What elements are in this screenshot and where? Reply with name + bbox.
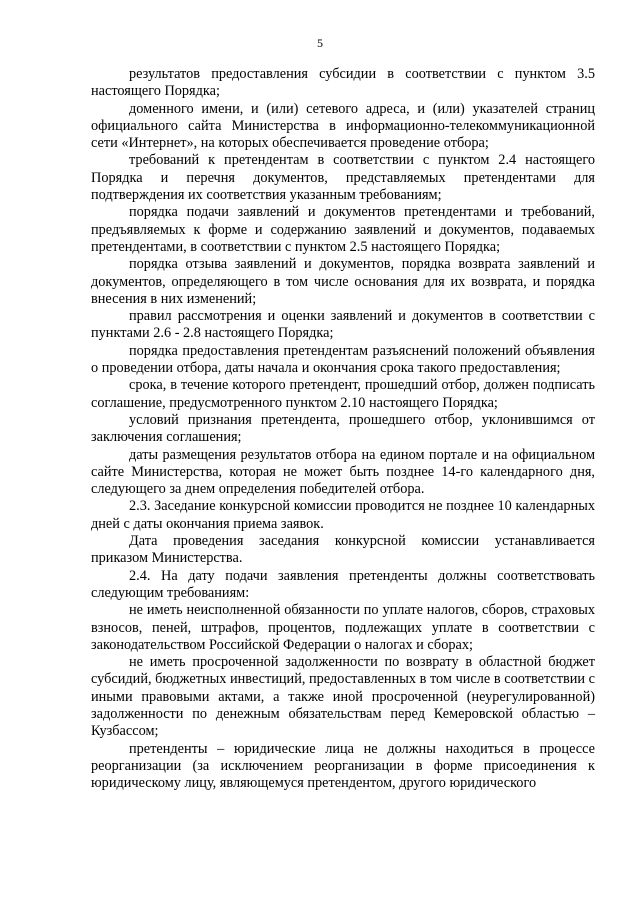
paragraph: условий признания претендента, прошедшего отбор, уклонившимся от заключения соглашения; [91,411,595,446]
document-body [91,66,595,792]
page-number: 5 [317,36,323,50]
paragraph: не иметь неисполненной обязанности по уплате налогов, сборов, страховых взносов, пеней, штрафов, процентов, подлежащих уплате в соответствии с законодательством Российской Федерации о налогах и сборах; [91,602,595,653]
paragraph: 2.4. На дату подачи заявления претенденты должны соответствовать следующим требованиям: [91,567,595,601]
paragraph: результатов предоставления субсидии в соответствии с пунктом 3.5 настоящего Порядка; [91,66,595,100]
paragraph: срока, в течение которого претендент, прошедший отбор, должен подписать соглашение, предусмотренного пунктом 2.10 настоящего Порядка; [91,377,595,411]
paragraph: порядка предоставления претендентам разъяснений положений объявления о проведении отбора, даты начала и окончания срока такого предоставления; [91,342,595,377]
paragraph: порядка отзыва заявлений и документов, порядка возврата заявлений и документов, определяющего в том числе основания для их возврата, и порядка внесения в них изменений; [91,256,595,307]
paragraph: Дата проведения заседания конкурсной комиссии устанавливается приказом Министерства. [91,533,595,567]
paragraph: правил рассмотрения и оценки заявлений и документов в соответствии с пунктами 2.6 - 2.8 настоящего Порядка; [91,308,595,342]
paragraph: даты размещения результатов отбора на едином портале и на официальном сайте Министерства, которая не может быть позднее 14-го календарного дня, следующего за днем определения победителей отбора. [91,446,595,498]
paragraph: доменного имени, и (или) сетевого адреса, и (или) указателей страниц официального сайта Министерства в информационно-телекоммуникационной сети «Интернет», на которых обеспечивается проведение отбора; [91,100,595,152]
paragraph: претенденты – юридические лица не должны находиться в процессе реорганизации (за исключением реорганизации в форме присоединения к юридическому лицу, являющемуся претендентом, другого юридического [91,740,595,792]
paragraph: требований к претендентам в соответствии с пунктом 2.4 настоящего Порядка и перечня документов, представляемых претендентами для подтверждения их соответствия указанным требованиям; [91,152,595,204]
paragraph: порядка подачи заявлений и документов претендентами и требований, предъявляемых к форме и содержанию заявлений и документов, подаваемых претендентами, в соответствии с пунктом 2.5 настоящего Порядка; [91,204,595,255]
paragraph: не иметь просроченной задолженности по возврату в областной бюджет субсидий, бюджетных инвестиций, предоставленных в том числе в соответствии с иными правовыми актами, а также иной просроченной (неурегулированной) задолженности по денежным обязательствам перед Кемеровской областью – Кузбассом; [91,654,595,740]
paragraph: 2.3. Заседание конкурсной комиссии проводится не позднее 10 календарных дней с даты окончания приема заявок. [91,498,595,532]
